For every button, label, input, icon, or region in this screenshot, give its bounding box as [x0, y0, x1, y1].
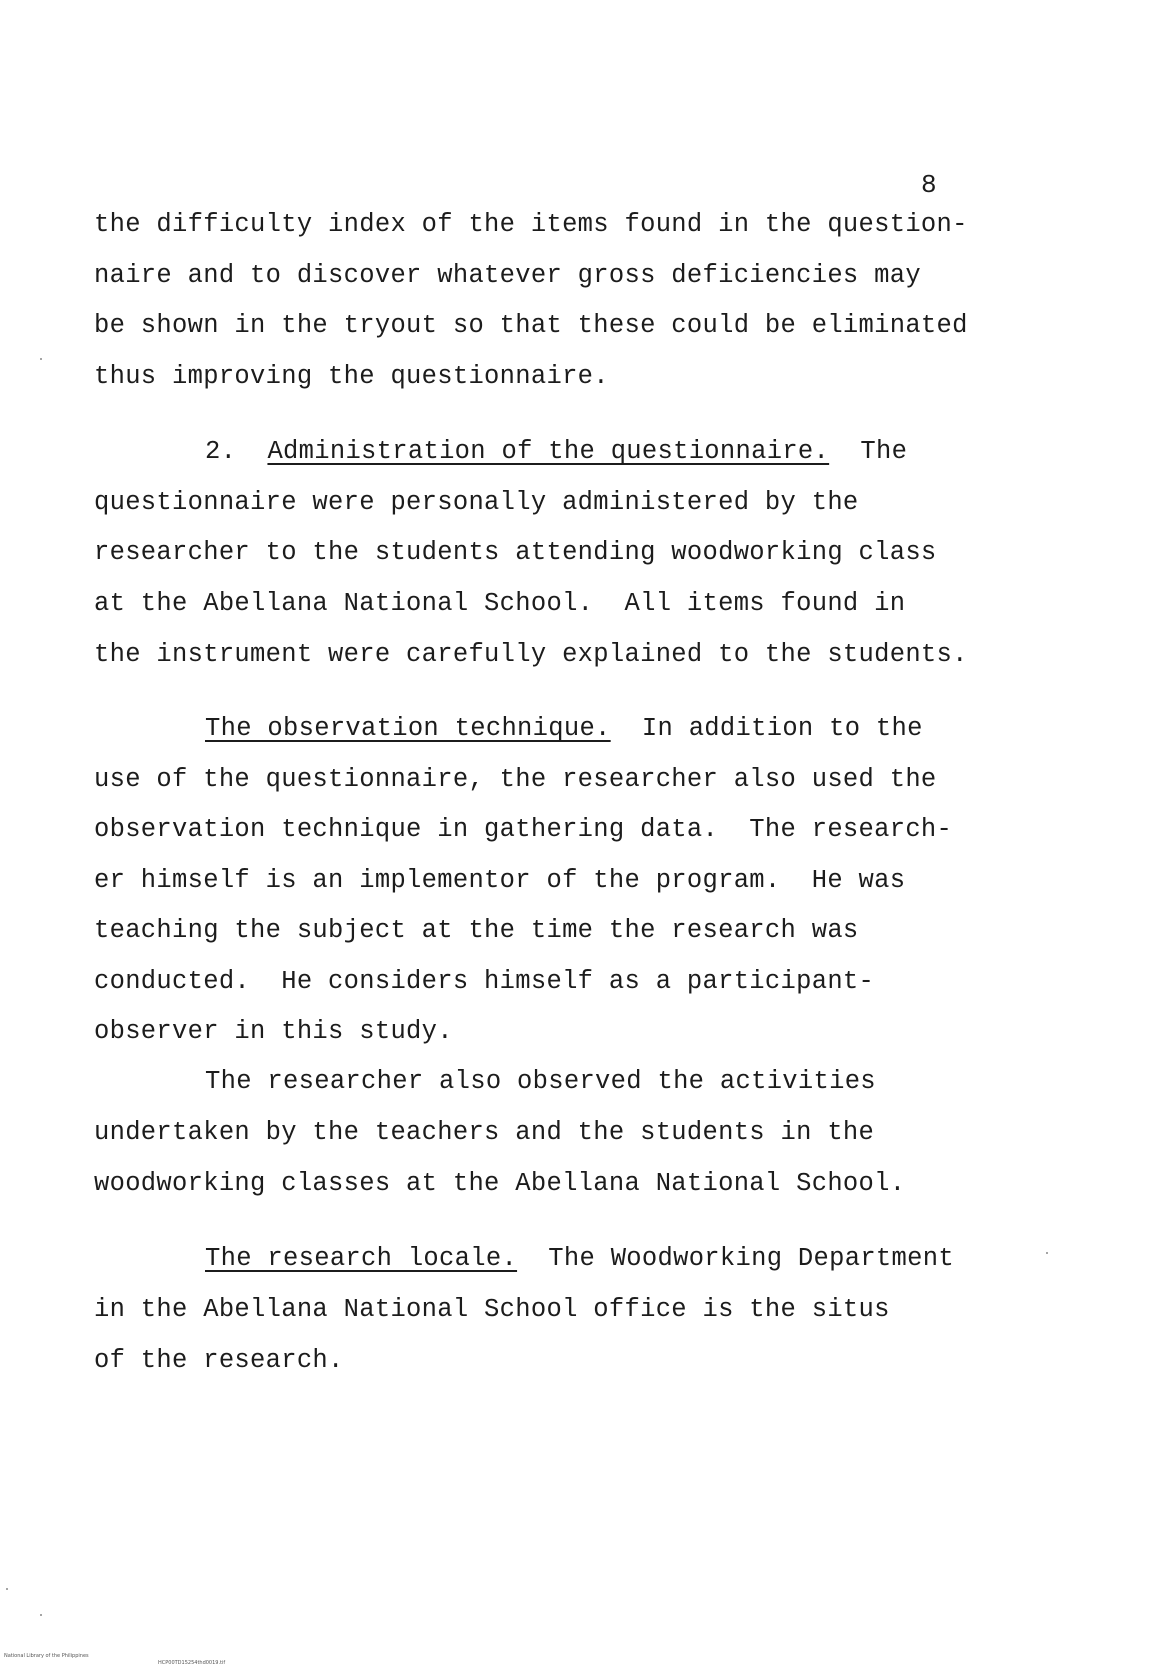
- paragraph-2-line-4: at the Abellana National School. All items found in: [94, 589, 906, 618]
- paragraph-3-line-6: conducted. He considers himself as a participant-: [94, 967, 875, 996]
- scan-speck: [6, 1588, 8, 1590]
- paragraph-3-line-7: observer in this study.: [94, 1017, 453, 1046]
- scan-speck: [40, 1614, 42, 1616]
- paragraph-4-first-line: The researcher also observed the activities: [205, 1067, 876, 1096]
- footer-library: National Library of the Philippines: [4, 1653, 89, 1659]
- paragraph-3-line-5: teaching the subject at the time the research was: [94, 916, 859, 945]
- paragraph-3-line-4: er himself is an implementor of the program. He was: [94, 866, 906, 895]
- paragraph-4-line-3: woodworking classes at the Abellana National School.: [94, 1169, 906, 1198]
- page-number: 8: [921, 170, 937, 200]
- paragraph-2-line-2: questionnaire were personally administered by the: [94, 488, 859, 517]
- paragraph-1-line-1: the difficulty index of the items found in the question-: [94, 210, 968, 239]
- paragraph-5-line-2: in the Abellana National School office is the situs: [94, 1295, 890, 1324]
- scan-footer: [0, 1646, 226, 1674]
- paragraph-3-first-line-rest: In addition to the: [641, 714, 923, 743]
- paragraph-5-first-line: [205, 1244, 954, 1274]
- paragraph-2-first-line-rest: The: [860, 437, 908, 466]
- paragraph-2-line-3: researcher to the students attending woodworking class: [94, 538, 937, 567]
- paragraph-2-line-5: the instrument were carefully explained to the students.: [94, 640, 968, 669]
- paragraph-5-first-line-rest: The Woodworking Department: [548, 1244, 954, 1273]
- section-heading-locale: The research locale.: [205, 1244, 518, 1273]
- section-heading-administration: Administration of the questionnaire.: [267, 437, 830, 466]
- paragraph-1-line-3: be shown in the tryout so that these could be eliminated: [94, 311, 968, 340]
- scan-speck: [1046, 1252, 1048, 1254]
- section-number: 2.: [205, 437, 237, 466]
- paragraph-3-line-3: observation technique in gathering data. The research-: [94, 815, 953, 844]
- paragraph-2-first-line: [205, 437, 907, 467]
- paragraph-1-line-4: thus improving the questionnaire.: [94, 362, 609, 391]
- paragraph-3-first-line: [205, 714, 923, 744]
- scan-speck: [40, 358, 42, 360]
- paragraph-3-line-2: use of the questionnaire, the researcher also used the: [94, 765, 937, 794]
- section-heading-observation: The observation technique.: [205, 714, 611, 743]
- footer-file-id: HCP00TD15254thd0019.tif: [158, 1660, 226, 1666]
- paragraph-5-line-3: of the research.: [94, 1346, 344, 1375]
- paragraph-1-line-2: naire and to discover whatever gross deficiencies may: [94, 261, 921, 290]
- paragraph-4-line-2: undertaken by the teachers and the students in the: [94, 1118, 875, 1147]
